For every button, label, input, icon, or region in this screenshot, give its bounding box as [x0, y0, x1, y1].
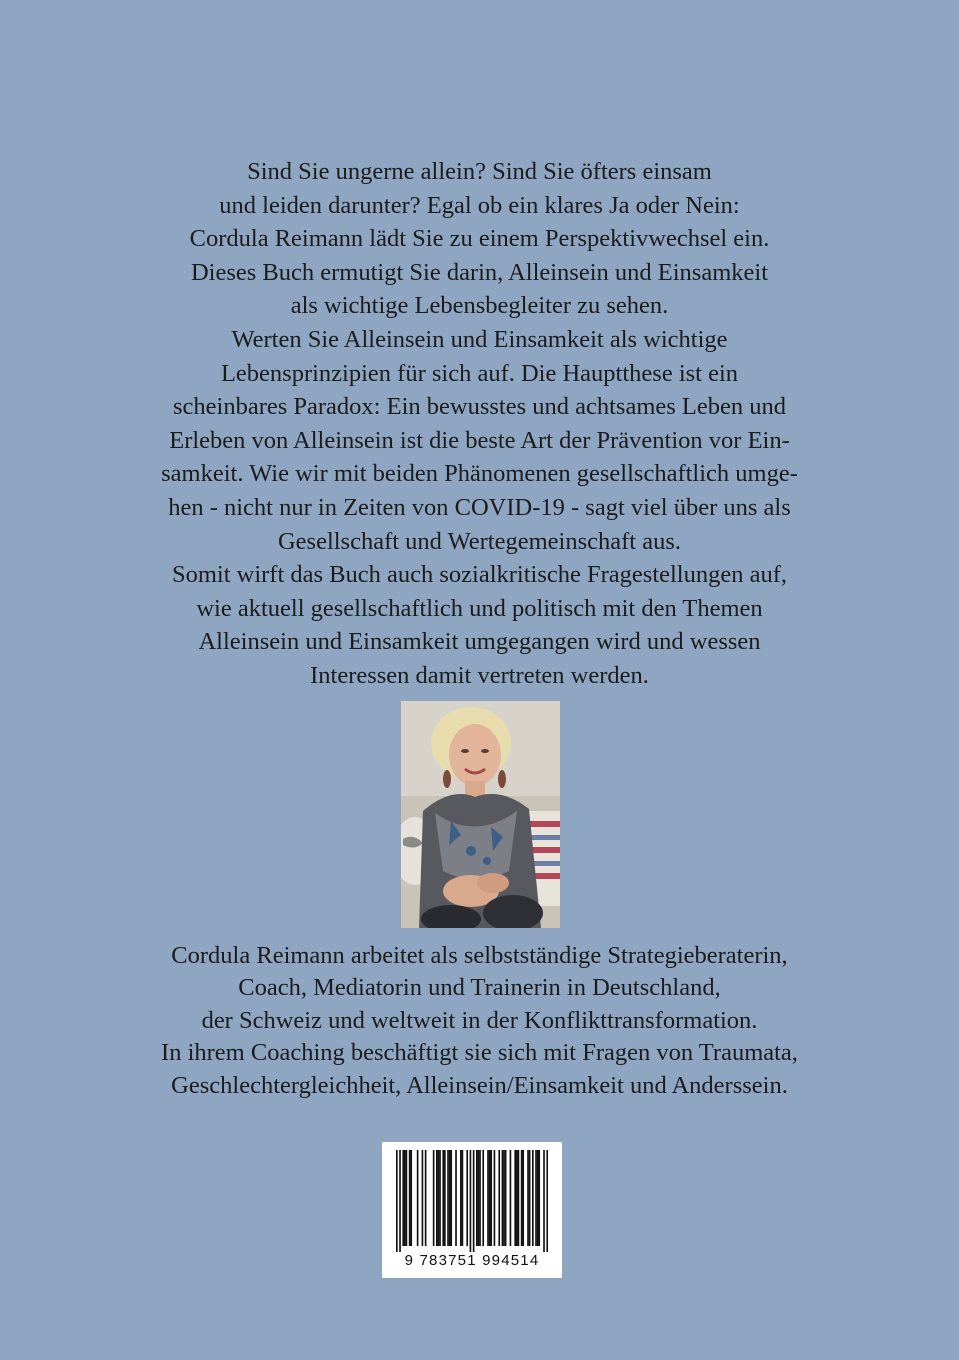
barcode-bar: [476, 1150, 478, 1246]
barcode-bar: [537, 1150, 539, 1246]
barcode-bar: [529, 1150, 531, 1246]
blurb-line: Interessen damit vertreten werden.: [310, 661, 649, 689]
barcode-bar: [479, 1150, 481, 1246]
blurb-line: Sind Sie ungerne allein? Sind Sie öfters einsam: [247, 158, 712, 185]
barcode-bar: [514, 1150, 516, 1246]
author-bio: [60, 940, 899, 1102]
barcode-bar: [396, 1150, 398, 1252]
barcode-bar: [527, 1150, 529, 1246]
blurb-line: wie aktuell gesellschaftlich und politisch mit den Themen: [196, 594, 763, 622]
barcode-bar: [510, 1150, 512, 1246]
isbn-barcode: [382, 1142, 562, 1278]
author-photo: [401, 701, 560, 928]
barcode-bar: [478, 1150, 480, 1246]
barcode-bar: [409, 1150, 411, 1246]
blurb-line: Lebensprinzipien für sich auf. Die Hauptthese ist ein: [220, 359, 739, 387]
barcode-bar: [404, 1150, 406, 1246]
barcode-bar: [490, 1150, 492, 1246]
barcode-bar: [535, 1150, 537, 1246]
barcode-bar: [436, 1150, 438, 1246]
barcode-bar: [521, 1150, 523, 1246]
barcode-bar: [503, 1150, 505, 1246]
barcode-bar: [455, 1150, 457, 1246]
barcode-bar: [470, 1150, 472, 1252]
barcode-bar: [442, 1150, 444, 1246]
blurb-line: Alleinsein und Einsamkeit umgegangen wird und wessen: [198, 628, 761, 656]
barcode-bar: [505, 1150, 507, 1246]
barcode-bar: [422, 1150, 424, 1246]
barcode-bar: [462, 1150, 464, 1246]
blurb-line: samkeit. Wie wir mit beiden Phänomenen gesellschaftlich umge-: [161, 460, 798, 488]
bio-line: Coach, Mediatorin und Trainerin in Deutschland,: [238, 974, 721, 1002]
back-cover-blurb: [80, 155, 879, 693]
barcode-bar: [399, 1150, 401, 1252]
bio-line: In ihrem Coaching beschäftigt sie sich mit Fragen von Traumata,: [161, 1039, 798, 1067]
barcode-bar: [546, 1150, 548, 1252]
barcode-bar: [439, 1150, 441, 1246]
barcode-bar: [538, 1150, 540, 1246]
barcode-bar: [482, 1150, 484, 1246]
blurb-line: Werten Sie Alleinsein und Einsamkeit als wichtige: [231, 325, 728, 353]
blurb-line: Gesellschaft und Wertegemeinschaft aus.: [277, 527, 682, 555]
barcode-bar: [498, 1150, 500, 1246]
blurb-line: als wichtige Lebensbegleiter zu sehen.: [290, 292, 669, 320]
barcode-bar: [460, 1150, 462, 1246]
barcode-bar: [410, 1150, 412, 1246]
barcode-bar: [502, 1150, 504, 1246]
barcode-bar: [402, 1150, 404, 1246]
blurb-line: und leiden darunter? Egal ob ein klares Ja oder Nein:: [219, 191, 740, 219]
blurb-line: Cordula Reimann lädt Sie zu einem Perspektivwechsel ein.: [189, 225, 770, 253]
bio-line: Geschlechtergleichheit, Alleinsein/Einsamkeit und Anderssein.: [171, 1071, 788, 1099]
barcode-bar: [417, 1150, 419, 1246]
barcode-bar: [425, 1150, 427, 1246]
barcode-bar: [543, 1150, 545, 1252]
barcode-bar: [516, 1150, 518, 1246]
bio-line: der Schweiz und weltweit in der Konflikttransformation.: [201, 1006, 758, 1034]
author-photo-illustration: [401, 701, 560, 928]
barcode-bar: [518, 1150, 520, 1246]
barcode-bar: [450, 1150, 452, 1246]
barcode-bar: [473, 1150, 475, 1252]
blurb-line: hen - nicht nur in Zeiten von COVID-19 - sagt viel über uns als: [168, 493, 791, 521]
barcode-bar: [522, 1150, 524, 1246]
barcode-bars: [396, 1150, 548, 1252]
barcode-bar: [433, 1150, 435, 1246]
barcode-bar: [447, 1150, 449, 1246]
barcode-bar: [444, 1150, 446, 1246]
isbn-number: 9 783751 994514: [404, 1252, 540, 1269]
blurb-line: Somit wirft das Buch auch sozialkritische Fragestellungen auf,: [171, 561, 788, 589]
bio-line: Cordula Reimann arbeitet als selbstständige Strategieberaterin,: [171, 942, 788, 969]
blurb-line: scheinbares Paradox: Ein bewusstes und achtsames Leben und: [172, 393, 786, 421]
barcode-bar: [449, 1150, 451, 1246]
barcode-bar: [466, 1150, 468, 1246]
barcode-bar: [487, 1150, 489, 1246]
barcode-bar: [494, 1150, 496, 1246]
blurb-line: Erleben von Alleinsein ist die beste Art der Prävention vor Ein-: [169, 426, 790, 454]
barcode-bar: [532, 1150, 534, 1246]
barcode-bar: [489, 1150, 491, 1246]
blurb-line: Dieses Buch ermutigt Sie darin, Alleinsein und Einsamkeit: [190, 258, 769, 286]
barcode-bar: [406, 1150, 408, 1246]
barcode-bar: [438, 1150, 440, 1246]
